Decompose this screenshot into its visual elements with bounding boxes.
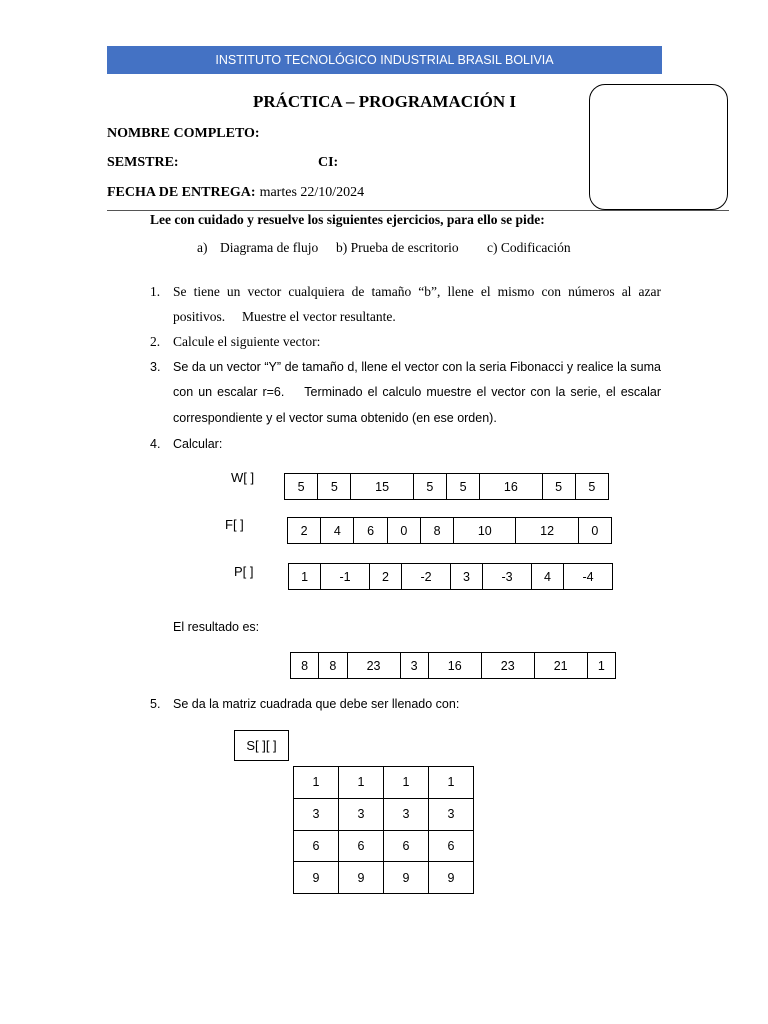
exercise-5-text: Se da la matriz cuadrada que debe ser llenado con: (173, 697, 460, 711)
delivery-date-label: FECHA DE ENTREGA: (107, 185, 256, 200)
option-a: Diagrama de flujo (220, 240, 319, 255)
vector-f-cell: 2 (288, 518, 321, 544)
vector-result-cell: 16 (428, 653, 481, 679)
matrix-cell: 3 (339, 798, 384, 830)
matrix-cell: 1 (384, 767, 429, 799)
matrix-cell: 1 (294, 767, 339, 799)
vector-f-cell: 8 (420, 518, 453, 544)
exercise-3-line-1: Se da un vector “Y” de tamaño d, llene el vector con la seria Fibonacci y realice la suma (173, 360, 661, 374)
vector-p-label: P[ ] (234, 564, 254, 579)
matrix-cell: 9 (294, 862, 339, 894)
vector-p-cell: -4 (564, 564, 613, 590)
delivery-date-row (107, 183, 364, 201)
vector-w-cell: 5 (446, 474, 479, 500)
vector-result-cell: 8 (291, 653, 319, 679)
matrix-cell: 6 (294, 830, 339, 862)
vector-p-cell: 2 (369, 564, 401, 590)
vector-result-cell: 3 (400, 653, 428, 679)
vector-p-cell: -2 (402, 564, 451, 590)
vector-result-cell: 8 (319, 653, 347, 679)
name-label: NOMBRE COMPLETO: (107, 126, 260, 141)
vector-w (284, 473, 609, 500)
divider (107, 210, 729, 211)
vector-f (287, 517, 612, 544)
vector-w-cell: 15 (351, 474, 413, 500)
delivery-date-value: martes 22/10/2024 (259, 185, 365, 200)
vector-f-cell: 12 (516, 518, 578, 544)
ci-label: CI: (318, 155, 339, 170)
matrix-cell: 9 (429, 862, 474, 894)
exercise-4-text: Calcular: (173, 437, 223, 451)
matrix-row (294, 862, 474, 894)
vector-result-cell: 23 (347, 653, 400, 679)
instructions-intro: Lee con cuidado y resuelve los siguientes ejercicios, para ello se pide: (150, 212, 545, 227)
vector-w-cell: 5 (575, 474, 608, 500)
matrix-cell: 3 (429, 798, 474, 830)
matrix-cell: 1 (339, 767, 384, 799)
option-a-marker: a) (197, 240, 208, 255)
exercise-3-line-3: correspondiente y el vector suma obtenido (en ese orden). (173, 411, 497, 425)
matrix-label (234, 730, 289, 761)
vector-f-cell: 10 (454, 518, 516, 544)
matrix-cell: 6 (429, 830, 474, 862)
matrix-row (294, 798, 474, 830)
exercise-2-number: 2. (150, 334, 161, 349)
matrix-cell: 9 (384, 862, 429, 894)
vector-f-cell: 0 (578, 518, 611, 544)
institution-name: INSTITUTO TECNOLÓGICO INDUSTRIAL BRASIL BOLIVIA (215, 53, 554, 67)
exercise-1-number: 1. (150, 284, 161, 299)
exercise-1-line-1: Se tiene un vector cualquiera de tamaño “b”, llene el mismo con números al azar (173, 284, 661, 299)
matrix-cell: 3 (294, 798, 339, 830)
vector-w-cell: 5 (318, 474, 351, 500)
vector-result-cell: 21 (534, 653, 587, 679)
matrix-cell: 6 (339, 830, 384, 862)
matrix-label-text: S[ ][ ] (246, 738, 277, 753)
photo-box (589, 84, 728, 210)
vector-f-cell: 0 (387, 518, 420, 544)
vector-p (288, 563, 613, 590)
exercise-1-line-2: positivos. Muestre el vector resultante. (173, 309, 396, 324)
option-b: b) Prueba de escritorio (336, 240, 459, 255)
vector-w-cell: 5 (542, 474, 575, 500)
vector-f-label: F[ ] (225, 517, 244, 532)
matrix-row (294, 830, 474, 862)
vector-result (290, 652, 616, 679)
vector-result-cell: 23 (481, 653, 534, 679)
semester-label: SEMSTRE: (107, 155, 179, 170)
matrix-cell: 6 (384, 830, 429, 862)
matrix-cell: 3 (384, 798, 429, 830)
vector-p-cell: 3 (450, 564, 482, 590)
matrix-row (294, 767, 474, 799)
institution-banner (107, 46, 662, 74)
exercise-2-text: Calcule el siguiente vector: (173, 334, 321, 349)
matrix-cell: 9 (339, 862, 384, 894)
vector-w-cell: 5 (413, 474, 446, 500)
vector-p-cell: -1 (321, 564, 370, 590)
page-title: PRÁCTICA – PROGRAMACIÓN I (252, 92, 517, 111)
vector-p-cell: -3 (483, 564, 532, 590)
exercise-3-line-2: con un escalar r=6. Terminado el calculo muestre el vector con la serie, el escalar (173, 385, 661, 399)
exercise-4-number: 4. (150, 437, 161, 451)
option-c: c) Codificación (487, 240, 571, 255)
vector-p-cell: 4 (531, 564, 563, 590)
vector-w-label: W[ ] (231, 470, 255, 485)
vector-f-cell: 4 (321, 518, 354, 544)
vector-w-cell: 5 (285, 474, 318, 500)
vector-w-cell: 16 (480, 474, 542, 500)
matrix-s (293, 766, 474, 894)
exercise-3-number: 3. (150, 360, 161, 374)
matrix-cell: 1 (429, 767, 474, 799)
vector-f-cell: 6 (354, 518, 387, 544)
vector-result-cell: 1 (587, 653, 615, 679)
vector-p-cell: 1 (289, 564, 321, 590)
result-label: El resultado es: (173, 620, 260, 634)
exercise-5-number: 5. (150, 697, 161, 711)
